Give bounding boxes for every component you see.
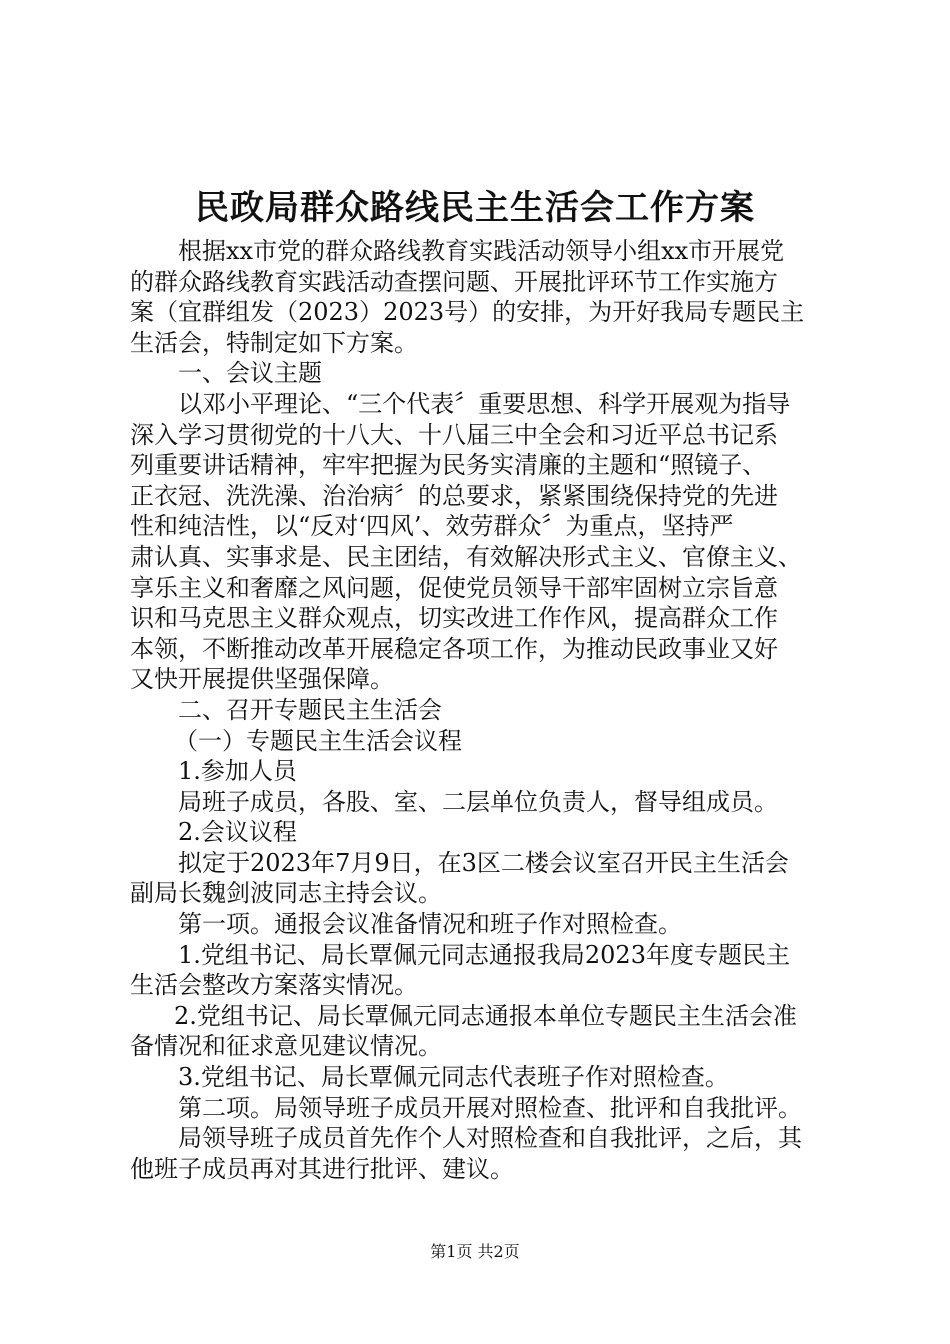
body-line: 又快开展提供坚强保障。 <box>130 665 394 694</box>
body-line: 2.党组书记、局长覃佩元同志通报本单位专题民主生活会准 <box>174 1001 797 1030</box>
body-line: 第一项。通报会议准备情况和班子作对照检查。 <box>178 910 682 939</box>
section-heading: 一、会议主题 <box>178 359 322 388</box>
body-line: 他班子成员再对其进行批评、建议。 <box>130 1154 514 1183</box>
body-line: 案（宜群组发（2023）2023号）的安排，为开好我局专题民主 <box>130 298 805 327</box>
body-line: 备情况和征求意见建议情况。 <box>130 1032 442 1061</box>
body-line: 3.党组书记、局长覃佩元同志代表班子作对照检查。 <box>178 1063 729 1092</box>
subsection-heading: （一）专题民主生活会议程 <box>174 726 462 755</box>
body-line: 以邓小平理论、“三个代表〞重要思想、科学开展观为指导 <box>178 389 791 418</box>
body-line: 生活会整改方案落实情况。 <box>130 971 418 1000</box>
body-line: 根据xx市党的群众路线教育实践活动领导小组xx市开展党 <box>178 237 785 265</box>
item-heading: 2.会议议程 <box>178 818 297 847</box>
body-line: 1.党组书记、局长覃佩元同志通报我局2023年度专题民主 <box>178 940 790 969</box>
body-line: 深入学习贯彻党的十八大、十八届三中全会和习近平总书记系 <box>130 420 778 449</box>
body-line: 正衣冠、洗洗澡、治治病〞的总要求，紧紧围绕保持党的先进 <box>130 481 778 510</box>
body-line: 识和马克思主义群众观点，切实改进工作作风，提高群众工作 <box>130 604 778 633</box>
body-line: 生活会，特制定如下方案。 <box>130 328 418 357</box>
item-heading: 1.参加人员 <box>178 757 297 786</box>
body-line: 拟定于2023年7月9日，在3区二楼会议室召开民主生活会 <box>178 848 789 877</box>
document-body <box>130 236 835 1184</box>
body-line: 的群众路线教育实践活动查摆问题、开展批评环节工作实施方 <box>130 267 778 296</box>
body-line: 副局长魏剑波同志主持会议。 <box>130 879 442 908</box>
body-line: 本领，不断推动改革开展稳定各项工作，为推动民政事业又好 <box>130 634 778 663</box>
page-footer: 第1页 共2页 <box>430 1242 520 1261</box>
body-line: 列重要讲话精神，牢牢把握为民务实清廉的主题和“照镜子、 <box>130 451 767 480</box>
body-line: 局领导班子成员首先作个人对照检查和自我批评，之后，其 <box>178 1124 802 1153</box>
body-line: 享乐主义和奢靡之风问题，促使党员领导干部牢固树立宗旨意 <box>130 573 778 602</box>
body-line: 第二项。局领导班子成员开展对照检查、批评和自我批评。 <box>178 1093 802 1122</box>
body-line: 局班子成员，各股、室、二层单位负责人，督导组成员。 <box>178 787 778 816</box>
section-heading: 二、召开专题民主生活会 <box>178 695 442 724</box>
body-line: 性和纯洁性，以“反对‘四风’、效劳群众〞为重点，坚持严 <box>130 512 734 541</box>
document-title: 民政局群众路线民主生活会工作方案 <box>195 188 755 228</box>
body-line: 肃认真、实事求是、民主团结，有效解决形式主义、官僚主义、 <box>130 542 802 571</box>
